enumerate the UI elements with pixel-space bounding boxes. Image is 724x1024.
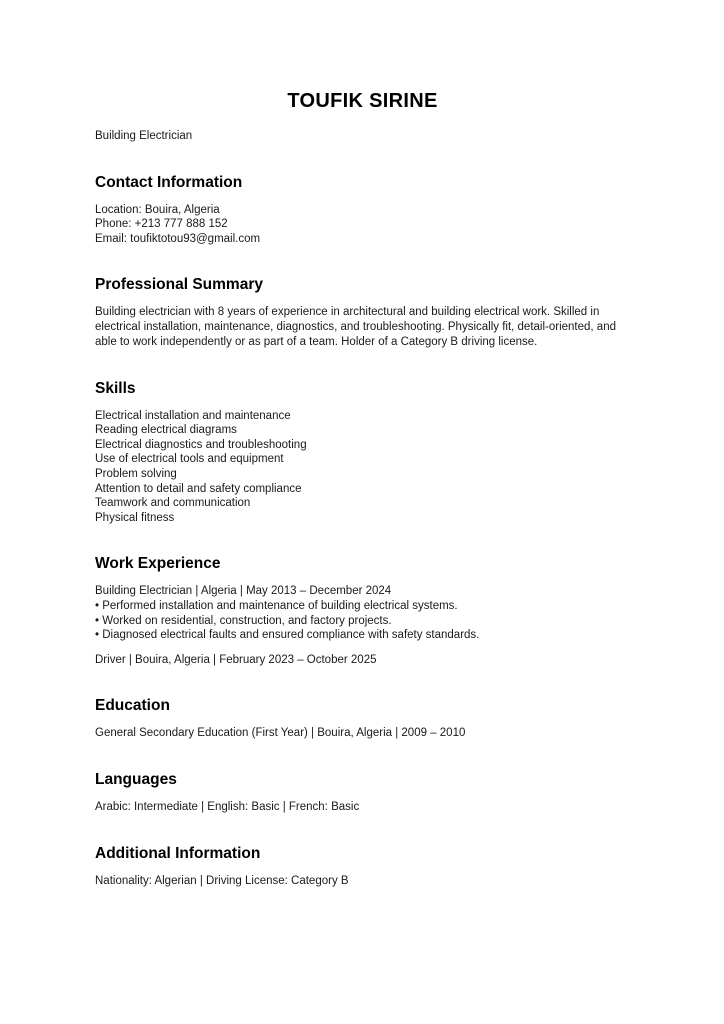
- section-contact-information: [95, 174, 630, 247]
- languages-text: Arabic: Intermediate | English: Basic | French: Basic: [95, 800, 360, 813]
- skill-item: Attention to detail and safety compliance: [95, 482, 302, 495]
- languages-heading: Languages: [95, 770, 177, 788]
- section-languages: [95, 771, 630, 815]
- skills-heading: Skills: [95, 379, 136, 397]
- contact-phone-line: Phone: +213 777 888 152: [95, 218, 228, 231]
- contact-email-line: Email: toufiktotou93@gmail.com: [95, 232, 261, 245]
- skill-item: Use of electrical tools and equipment: [95, 453, 284, 466]
- section-additional-information: [95, 845, 630, 889]
- contact-location-line: Location: Bouira, Algeria: [95, 203, 220, 216]
- education-heading: Education: [95, 697, 170, 715]
- contact-information-heading: Contact Information: [95, 173, 243, 191]
- section-professional-summary: [95, 276, 630, 349]
- professional-summary-text: Building electrician with 8 years of experience in architectural and building electrical work. Skilled in electrical installation, maintenance, diagnostics, and troubleshooting. Physically fit, detail-oriented, and able to work independently or as part of a team. Holder of a Category B driving license.: [95, 306, 616, 348]
- skill-item: Reading electrical diagrams: [95, 424, 237, 437]
- job-bullet: • Diagnosed electrical faults and ensured compliance with safety standards.: [95, 629, 480, 642]
- skill-item: Electrical installation and maintenance: [95, 409, 291, 422]
- additional-information-text: Nationality: Algerian | Driving License: Category B: [95, 874, 349, 887]
- skill-item: Physical fitness: [95, 511, 175, 524]
- education-text: General Secondary Education (First Year) | Bouira, Algeria | 2009 – 2010: [95, 727, 466, 740]
- professional-summary-heading: Professional Summary: [95, 276, 263, 294]
- work-experience-heading: Work Experience: [95, 555, 221, 573]
- resume-name-title: TOUFIK SIRINE: [287, 90, 438, 112]
- job-title-line: Building Electrician | Algeria | May 2013 – December 2024: [95, 585, 392, 598]
- section-education: [95, 697, 630, 741]
- job-bullet: • Worked on residential, construction, and factory projects.: [95, 614, 392, 627]
- section-skills: [95, 380, 630, 526]
- job-bullet: • Performed installation and maintenance of building electrical systems.: [95, 600, 458, 613]
- section-work-experience: [95, 555, 630, 667]
- skill-item: Problem solving: [95, 468, 177, 481]
- resume-job-subtitle: Building Electrician: [95, 130, 193, 142]
- additional-information-heading: Additional Information: [95, 844, 261, 862]
- skill-item: Teamwork and communication: [95, 497, 251, 510]
- skill-item: Electrical diagnostics and troubleshooting: [95, 438, 307, 451]
- job-title-line: Driver | Bouira, Algeria | February 2023 – October 2025: [95, 653, 377, 666]
